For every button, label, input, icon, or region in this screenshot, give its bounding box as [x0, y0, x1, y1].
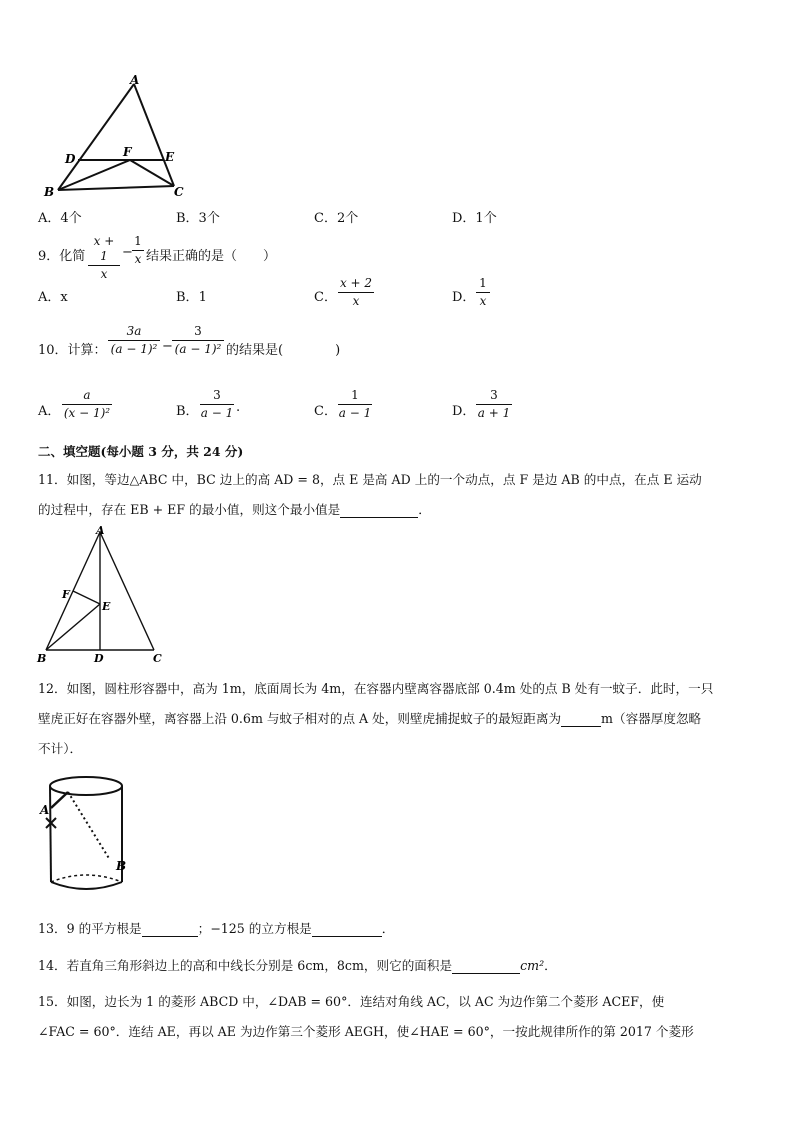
q9-option-a-text: x: [60, 290, 68, 305]
q9-fraction-2: [132, 234, 144, 267]
q10-f2-num: 3: [194, 324, 202, 338]
q12-line-1: 12．如图，圆柱形容器中，高为 1m，底面周长为 4m，在容器内壁离容器底部 0.4m 处的点 B 处有一蚊子．此时，一只: [38, 681, 714, 696]
q8-option-a[interactable]: A．4个: [38, 211, 82, 226]
q9-option-d-den: x: [479, 294, 487, 308]
q9-option-c-den: x: [352, 294, 360, 308]
q10-option-d-num: 3: [490, 388, 498, 402]
q14-unit: cm²: [520, 958, 545, 973]
q9-number: 9．化简: [38, 249, 86, 264]
q9-option-c-letter[interactable]: C．: [314, 290, 337, 305]
q14-end: ．: [544, 958, 557, 973]
q10-option-b-den: a − 1: [200, 406, 234, 420]
q9-f2-den: x: [134, 252, 142, 266]
section-heading-fill-in: 二、填空题(每小题 3 分，共 24 分): [38, 444, 244, 459]
q9-fraction-1: [88, 234, 120, 282]
q8-option-b[interactable]: B．3个: [176, 211, 220, 226]
q9-f1-den: x: [100, 267, 108, 281]
triangle-figure-q11: [34, 522, 174, 667]
label-c: C: [174, 185, 184, 199]
q9-option-d-fraction: [476, 276, 490, 309]
q9-option-b[interactable]: [176, 286, 207, 305]
q13-text-a: 13．9 的平方根是: [38, 921, 142, 936]
label-e: E: [165, 150, 175, 164]
q9-option-b-letter: B．: [176, 290, 199, 305]
q11-answer-blank[interactable]: [340, 502, 418, 518]
label-d: D: [65, 152, 76, 166]
label-a: A: [130, 73, 140, 87]
q9-tail: 结果正确的是（ ）: [146, 249, 277, 264]
q12-label-a: A: [40, 803, 50, 817]
q9-minus: −: [122, 245, 133, 260]
q12-label-b: B: [116, 859, 127, 873]
q10-f2-den: (a − 1)²: [174, 342, 222, 356]
q9-option-c-num: x + 2: [339, 276, 373, 290]
q9-option-d-letter[interactable]: D．: [452, 290, 476, 305]
q10-option-c-num: 1: [351, 388, 359, 402]
q11-label-b: B: [37, 652, 47, 665]
q10-minus: −: [162, 339, 173, 354]
q10-option-c-fraction: [338, 388, 372, 421]
q15-line-2: ∠FAC = 60°．连结 AE，再以 AE 为边作第三个菱形 AEGH，使∠HAE = 60°，一按此规律所作的第 2017 个菱形: [38, 1024, 694, 1039]
q11-line-2: [38, 499, 431, 518]
q10-option-b-num: 3: [213, 388, 221, 402]
label-b: B: [44, 185, 55, 199]
q10-option-d-fraction: [476, 388, 512, 421]
q13-text-b: ；−125 的立方根是: [197, 921, 312, 936]
q10-option-b-fraction: [200, 388, 234, 421]
q12-answer-blank[interactable]: [561, 711, 601, 727]
q11-label-f: F: [62, 588, 70, 601]
q12-line-3: 不计）．: [38, 741, 83, 756]
q14-line: [38, 955, 557, 974]
q10-option-a-letter[interactable]: A．: [38, 404, 61, 419]
q11-label-d: D: [94, 652, 104, 665]
q10-fraction-1: [108, 324, 160, 357]
q8-option-c[interactable]: C．2个: [314, 211, 359, 226]
q9-f1-num: x + 1: [93, 234, 115, 263]
cylinder-figure-q12: [38, 770, 138, 902]
q12-line-2-end: m（容器厚度忽略: [601, 711, 702, 726]
q10-option-d-den: a + 1: [477, 406, 511, 420]
q11-line-1: 11．如图，等边△ABC 中，BC 边上的高 AD = 8，点 E 是高 AD 上的一个动点，点 F 是边 AB 的中点，在点 E 运动: [38, 472, 702, 487]
q11-label-c: C: [153, 652, 162, 665]
q9-option-a-letter: A．: [38, 290, 61, 305]
q9-option-d-num: 1: [479, 276, 487, 290]
q11-label-e: E: [102, 600, 111, 613]
q10-option-b-suffix: .: [236, 400, 241, 415]
q10-option-c-den: a − 1: [338, 406, 372, 420]
q13-blank-1[interactable]: [142, 921, 198, 937]
q9-option-c-fraction: [338, 276, 374, 309]
q14-answer-blank[interactable]: [452, 958, 520, 974]
q11-label-a: A: [96, 524, 105, 537]
q10-option-a-den: (x − 1)²: [63, 406, 111, 420]
q10-option-a-fraction: [62, 388, 112, 421]
q10-number: 10．计算：: [38, 343, 107, 358]
q13-text-c: ．: [381, 921, 395, 936]
q10-tail: 的结果是( ): [226, 343, 341, 358]
q9-f2-num: 1: [134, 234, 142, 248]
q10-option-b-letter[interactable]: B．: [176, 404, 199, 419]
triangle-figure-q8: [38, 72, 198, 202]
q10-option-a-num: a: [83, 388, 91, 402]
q14-text: 14．若直角三角形斜边上的高和中线长分别是 6cm，8cm，则它的面积是: [38, 958, 453, 973]
q11-line-2-text: 的过程中，存在 EB + EF 的最小值，则这个最小值是: [38, 502, 341, 517]
label-f: F: [123, 145, 132, 159]
q10-fraction-2: [172, 324, 224, 357]
q12-line-2: [38, 708, 701, 727]
q10-f1-den: (a − 1)²: [110, 342, 158, 356]
q13-line: [38, 918, 394, 937]
q10-f1-num: 3a: [126, 324, 142, 338]
q13-blank-2[interactable]: [312, 921, 382, 937]
q10-option-c-letter[interactable]: C．: [314, 404, 337, 419]
q8-option-d[interactable]: D．1个: [452, 211, 497, 226]
q11-line-2-end: ．: [418, 502, 431, 517]
q9-option-b-text: 1: [198, 290, 207, 305]
q12-line-2-text: 壁虎正好在容器外壁，离容器上沿 0.6m 与蚊子相对的点 A 处，则壁虎捕捉蚊子的最短距离为: [38, 711, 562, 726]
q9-option-a[interactable]: [38, 286, 68, 305]
q10-option-d-letter[interactable]: D．: [452, 404, 476, 419]
q15-line-1: 15．如图，边长为 1 的菱形 ABCD 中，∠DAB = 60°．连结对角线 AC，以 AC 为边作第二个菱形 ACEF，使: [38, 994, 665, 1009]
